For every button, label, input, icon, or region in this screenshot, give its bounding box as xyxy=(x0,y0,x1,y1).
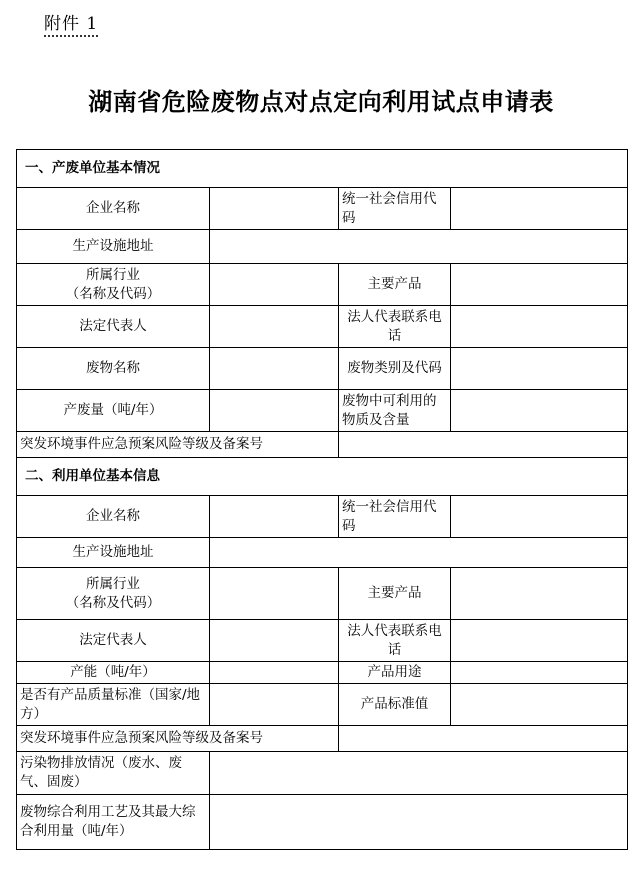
s2-product-standard-value-field[interactable] xyxy=(451,684,628,726)
s2-facility-address-label: 生产设施地址 xyxy=(17,538,210,568)
s1-legal-rep-phone-field[interactable] xyxy=(451,306,628,348)
form-title: 湖南省危险废物点对点定向利用试点申请表 xyxy=(88,87,554,116)
s2-address-row xyxy=(17,538,628,568)
s1-waste-name-label: 废物名称 xyxy=(17,348,210,390)
s1-waste-category-field[interactable] xyxy=(451,348,628,390)
s2-credit-code-label: 统一社会信用代码 xyxy=(339,496,451,538)
s2-emergency-plan-label: 突发环境事件应急预案风险等级及备案号 xyxy=(17,726,339,752)
s1-emergency-row xyxy=(17,432,628,458)
s1-legal-rep-label: 法定代表人 xyxy=(17,306,210,348)
s1-industry-row xyxy=(17,264,628,306)
s2-legal-rep-phone-label: 法人代表联系电话 xyxy=(339,620,451,662)
s1-waste-category-label: 废物类别及代码 xyxy=(339,348,451,390)
section1-heading-row xyxy=(17,150,628,188)
s1-emergency-plan-label: 突发环境事件应急预案风险等级及备案号 xyxy=(17,432,339,458)
s2-industry-row xyxy=(17,568,628,620)
s2-product-use-field[interactable] xyxy=(451,662,628,684)
s2-quality-standard-field[interactable] xyxy=(210,684,339,726)
s2-company-name-field[interactable] xyxy=(210,496,339,538)
s1-emergency-plan-field[interactable] xyxy=(339,432,628,458)
attachment-label: 附件 1 xyxy=(44,9,98,37)
s2-industry-field[interactable] xyxy=(210,568,339,620)
s2-process-row xyxy=(17,795,628,850)
s1-company-row xyxy=(17,188,628,230)
s2-company-name-label: 企业名称 xyxy=(17,496,210,538)
s1-legal-rep-field[interactable] xyxy=(210,306,339,348)
s2-emergency-plan-field[interactable] xyxy=(339,726,628,752)
s1-credit-code-label: 统一社会信用代码 xyxy=(339,188,451,230)
s1-legal-rep-row xyxy=(17,306,628,348)
s1-facility-address-field[interactable] xyxy=(210,230,628,264)
s2-credit-code-field[interactable] xyxy=(451,496,628,538)
s2-industry-label: 所属行业 （名称及代码） xyxy=(17,568,210,620)
section2-heading: 二、利用单位基本信息 xyxy=(17,458,628,496)
s1-waste-output-label: 产废量（吨/年） xyxy=(17,390,210,432)
application-form-table xyxy=(16,149,628,850)
s2-legal-rep-phone-field[interactable] xyxy=(451,620,628,662)
s1-facility-address-label: 生产设施地址 xyxy=(17,230,210,264)
s1-usable-substances-label: 废物中可利用的物质及含量 xyxy=(339,390,451,432)
s2-main-products-label: 主要产品 xyxy=(339,568,451,620)
s2-legal-rep-label: 法定代表人 xyxy=(17,620,210,662)
s2-quality-standard-label: 是否有产品质量标准（国家/地方） xyxy=(17,684,210,726)
s2-emergency-row xyxy=(17,726,628,752)
s1-company-name-field[interactable] xyxy=(210,188,339,230)
s1-company-name-label: 企业名称 xyxy=(17,188,210,230)
s1-usable-substances-field[interactable] xyxy=(451,390,628,432)
s2-legal-rep-row xyxy=(17,620,628,662)
s2-capacity-field[interactable] xyxy=(210,662,339,684)
s1-waste-name-field[interactable] xyxy=(210,348,339,390)
s1-address-row xyxy=(17,230,628,264)
s2-pollutant-discharge-label: 污染物排放情况（废水、废气、固废） xyxy=(17,752,210,795)
section1-heading: 一、产废单位基本情况 xyxy=(17,150,628,188)
s2-capacity-label: 产能（吨/年） xyxy=(17,662,210,684)
s2-company-row xyxy=(17,496,628,538)
s2-utilization-process-field[interactable] xyxy=(210,795,628,850)
s2-facility-address-field[interactable] xyxy=(210,538,628,568)
s2-capacity-row xyxy=(17,662,628,684)
s1-industry-field[interactable] xyxy=(210,264,339,306)
s2-product-use-label: 产品用途 xyxy=(339,662,451,684)
s1-legal-rep-phone-label: 法人代表联系电话 xyxy=(339,306,451,348)
s1-waste-output-field[interactable] xyxy=(210,390,339,432)
s2-pollutant-row xyxy=(17,752,628,795)
s1-waste-row xyxy=(17,348,628,390)
s1-credit-code-field[interactable] xyxy=(451,188,628,230)
s2-pollutant-discharge-field[interactable] xyxy=(210,752,628,795)
section2-heading-row xyxy=(17,458,628,496)
s2-main-products-field[interactable] xyxy=(451,568,628,620)
s2-utilization-process-label: 废物综合利用工艺及其最大综合利用量（吨/年） xyxy=(17,795,210,850)
s1-output-row xyxy=(17,390,628,432)
s1-main-products-label: 主要产品 xyxy=(339,264,451,306)
s2-standard-row xyxy=(17,684,628,726)
s1-main-products-field[interactable] xyxy=(451,264,628,306)
s2-legal-rep-field[interactable] xyxy=(210,620,339,662)
s1-industry-label: 所属行业 （名称及代码） xyxy=(17,264,210,306)
s2-product-standard-value-label: 产品标准值 xyxy=(339,684,451,726)
